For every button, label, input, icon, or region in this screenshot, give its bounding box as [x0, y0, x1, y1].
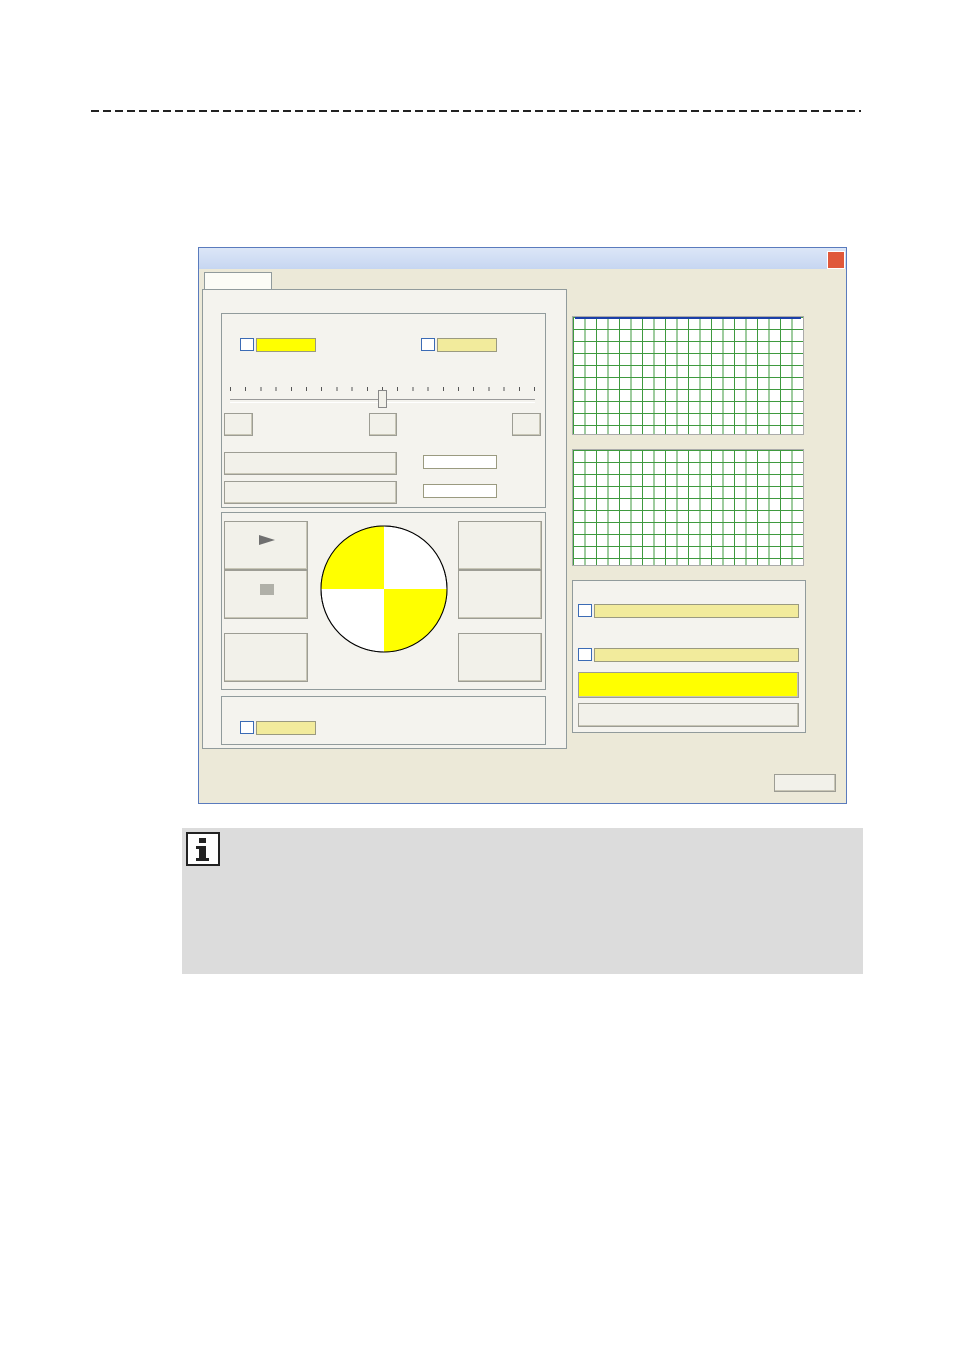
set-setpoint-b-button[interactable] — [224, 481, 397, 504]
reference-speed-group — [221, 696, 546, 745]
c-button[interactable] — [421, 338, 435, 351]
set-quick-stop-button[interactable] — [458, 570, 542, 619]
close-button[interactable] — [774, 774, 836, 792]
decrease-button[interactable] — [224, 413, 253, 436]
inhibit-controller-button[interactable] — [224, 570, 308, 619]
zero-button[interactable] — [369, 413, 397, 436]
increase-button[interactable] — [512, 413, 541, 436]
note-box — [182, 828, 863, 974]
c-button[interactable] — [240, 721, 254, 734]
c-button[interactable] — [578, 604, 592, 617]
pc-manual-control-dialog — [198, 247, 847, 804]
setpoint-a-field[interactable] — [423, 455, 497, 469]
speed-graph — [572, 316, 804, 435]
actual-speed-field — [437, 338, 497, 352]
control-group — [221, 512, 546, 690]
speed-trace — [575, 317, 801, 319]
stop-icon — [260, 584, 274, 595]
deactivate-quick-stop-button[interactable] — [458, 521, 542, 570]
device-state-field — [594, 604, 799, 618]
c-button[interactable] — [578, 648, 592, 661]
set-setpoint-a-button[interactable] — [224, 452, 397, 475]
header-divider — [91, 110, 861, 112]
diagnostics-button[interactable] — [578, 703, 799, 727]
current-error-field — [594, 648, 799, 662]
tab-manual-control[interactable] — [204, 272, 272, 290]
setpoint-group — [221, 313, 546, 508]
right-button[interactable] — [458, 633, 542, 682]
reset-error-button[interactable] — [578, 672, 799, 698]
motor-status-icon — [320, 525, 448, 653]
setpoint-b-field[interactable] — [423, 484, 497, 498]
reference-speed-field[interactable] — [256, 721, 316, 735]
info-icon — [186, 832, 220, 866]
current-graph — [572, 449, 804, 566]
slider-thumb[interactable] — [378, 390, 387, 408]
status-group — [572, 580, 806, 733]
enable-controller-button[interactable] — [224, 521, 308, 570]
setpoint-speed-field[interactable] — [256, 338, 316, 352]
dialog-titlebar — [199, 248, 846, 269]
left-button[interactable] — [224, 633, 308, 682]
close-icon[interactable] — [827, 251, 845, 269]
play-icon — [259, 535, 275, 545]
c-button[interactable] — [240, 338, 254, 351]
